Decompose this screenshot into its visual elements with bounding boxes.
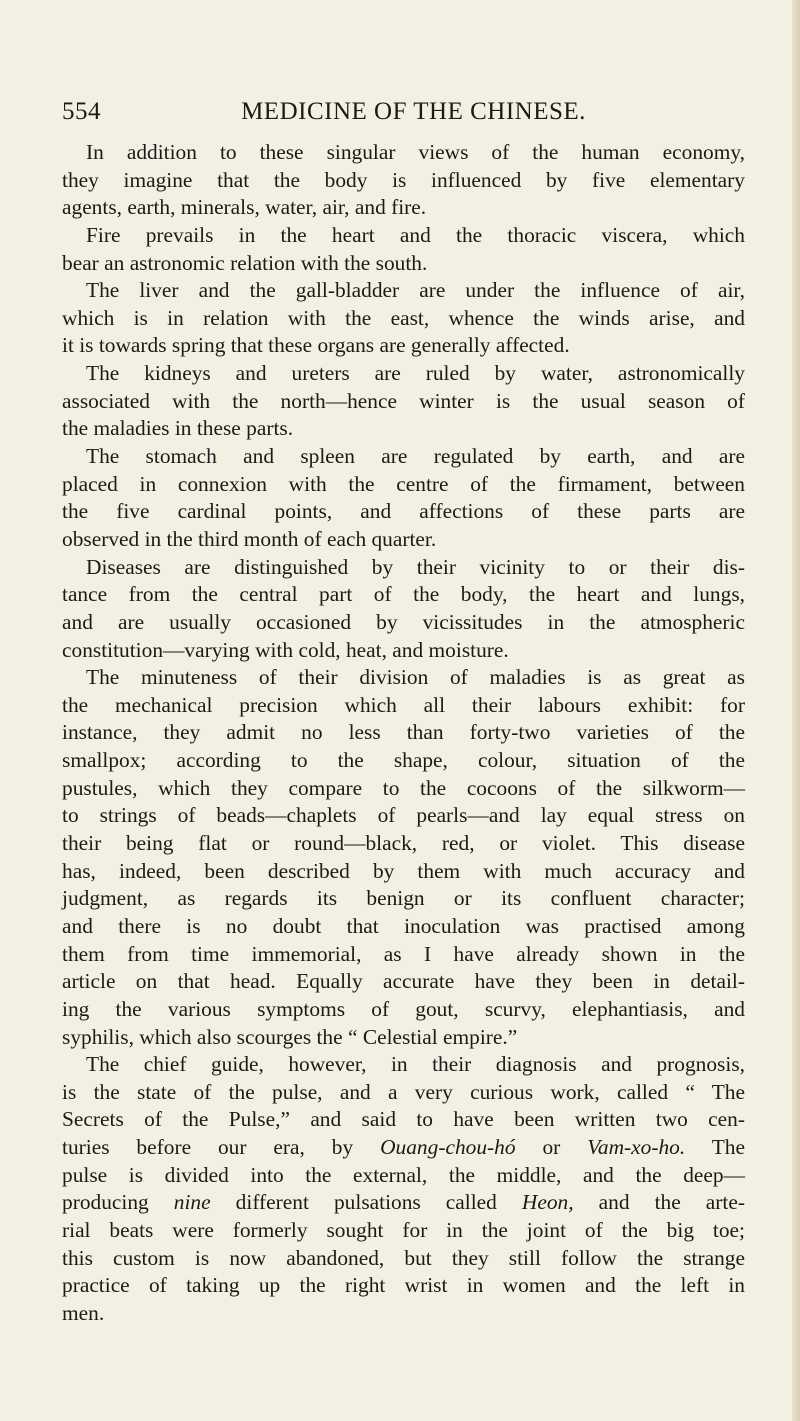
text-line [62, 415, 745, 443]
text-line [62, 1300, 745, 1328]
text-run: Fire prevails in the heart and the thoracic viscera, which [86, 222, 745, 247]
text-line [62, 332, 745, 360]
text-line [62, 858, 745, 886]
text-line [62, 222, 745, 250]
text-line [62, 830, 745, 858]
text-line [62, 913, 745, 941]
text-run: smallpox; according to the shape, colour, situation of the [62, 748, 745, 773]
running-title: MEDICINE OF THE CHINESE. [241, 98, 586, 125]
text-line [62, 388, 745, 416]
text-line [62, 139, 745, 167]
text-line [62, 1245, 745, 1273]
text-run: and are usually occasioned by vicissitudes in the atmospheric [62, 609, 745, 634]
text-run: this custom is now abandoned, but they still follow the strange [62, 1245, 745, 1270]
text-line [62, 775, 745, 803]
text-line [62, 526, 745, 554]
italic-text: nine [173, 1190, 211, 1215]
text-line [62, 1024, 745, 1052]
text-run: In addition to these singular views of the human economy, [86, 140, 745, 164]
text-line [62, 719, 745, 747]
text-run: placed in connexion with the centre of the firmament, between [62, 471, 745, 496]
text-run: has, indeed, been described by them with much accuracy and [62, 858, 745, 883]
text-line [62, 1079, 745, 1107]
text-run: agents, earth, minerals, water, air, and fire. [62, 195, 427, 220]
text-run: The minuteness of their division of maladies is as great as [86, 665, 745, 690]
text-line [62, 1106, 745, 1134]
text-run: bear an astronomic relation with the south. [62, 250, 428, 275]
text-run: them from time immemorial, as I have already shown in the [62, 941, 745, 966]
text-run: and the arte- [573, 1190, 745, 1215]
text-run: which is in relation with the east, whence the winds arise, and [62, 305, 745, 330]
text-line [62, 609, 745, 637]
text-run: they imagine that the body is influenced by five elementary [62, 167, 745, 192]
text-run: Secrets of the Pulse,” and said to have been written two cen- [62, 1107, 745, 1132]
text-run: pulse is divided into the external, the middle, and the deep— [62, 1162, 745, 1187]
text-run: rial beats were formerly sought for in the joint of the big toe; [62, 1217, 745, 1242]
page-number: 554 [62, 98, 101, 125]
text-run: syphilis, which also scourges the “ Celestial empire.” [62, 1024, 518, 1049]
text-run: instance, they admit no less than forty-two varieties of the [62, 720, 745, 745]
text-line [62, 1217, 745, 1245]
text-line [62, 250, 745, 278]
text-run: turies before our era, by [62, 1135, 381, 1160]
text-run: practice of taking up the right wrist in women and the left in [62, 1273, 745, 1298]
text-run: men. [62, 1300, 105, 1325]
text-run: producing [62, 1190, 174, 1215]
text-line [62, 885, 745, 913]
text-run: article on that head. Equally accurate have they been in detail- [62, 969, 745, 994]
text-run: The chief guide, however, in their diagnosis and prognosis, [86, 1052, 745, 1077]
text-line [62, 581, 745, 609]
text-run: the maladies in these parts. [62, 416, 294, 441]
text-line [62, 1134, 745, 1162]
italic-text: Ouang-chou-hó [380, 1135, 516, 1160]
italic-text: Vam-xo-ho. [587, 1135, 686, 1160]
text-run: pustules, which they compare to the cocoons of the silkworm— [62, 775, 745, 800]
text-line [62, 692, 745, 720]
text-run: their being flat or round—black, red, or violet. This disease [62, 831, 745, 856]
text-line [62, 167, 745, 195]
text-run: The kidneys and ureters are ruled by water, astronomically [86, 361, 745, 386]
text-run: associated with the north—hence winter is the usual season of [62, 388, 745, 413]
text-run: the five cardinal points, and affections of these parts are [62, 499, 745, 524]
page-edge [792, 0, 800, 1421]
text-run: and there is no doubt that inoculation was practised among [62, 913, 745, 938]
text-run: to strings of beads—chaplets of pearls—and lay equal stress on [62, 803, 745, 828]
text-run: the mechanical precision which all their labours exhibit: for [62, 692, 745, 717]
body-text [62, 139, 745, 1328]
text-line [62, 277, 745, 305]
text-line [62, 637, 745, 665]
text-line [62, 498, 745, 526]
text-run: observed in the third month of each quarter. [62, 526, 437, 551]
text-line [62, 360, 745, 388]
text-line [62, 941, 745, 969]
italic-text: Heon, [521, 1190, 574, 1215]
text-line [62, 1272, 745, 1300]
text-line [62, 305, 745, 333]
text-line [62, 1051, 745, 1079]
text-run: or [515, 1135, 588, 1160]
text-run: judgment, as regards its benign or its confluent character; [62, 886, 745, 911]
text-line [62, 1162, 745, 1190]
text-run: it is towards spring that these organs are generally affected. [62, 333, 570, 358]
text-line [62, 664, 745, 692]
text-line [62, 1189, 745, 1217]
running-head [62, 98, 745, 128]
text-run: constitution—varying with cold, heat, and moisture. [62, 637, 509, 662]
text-line [62, 996, 745, 1024]
text-line [62, 471, 745, 499]
text-run: tance from the central part of the body, the heart and lungs, [62, 582, 745, 607]
text-line [62, 747, 745, 775]
text-line [62, 968, 745, 996]
text-run: ing the various symptoms of gout, scurvy, elephantiasis, and [62, 996, 745, 1021]
text-line [62, 554, 745, 582]
text-run: The liver and the gall-bladder are under the influence of air, [86, 278, 745, 303]
text-run: is the state of the pulse, and a very curious work, called “ The [62, 1079, 745, 1104]
text-run: The stomach and spleen are regulated by earth, and are [86, 444, 745, 469]
text-run: Diseases are distinguished by their vicinity to or their dis- [86, 554, 745, 579]
text-run: different pulsations called [210, 1190, 522, 1215]
text-run: The [685, 1135, 746, 1160]
text-line [62, 194, 745, 222]
text-line [62, 443, 745, 471]
text-line [62, 802, 745, 830]
